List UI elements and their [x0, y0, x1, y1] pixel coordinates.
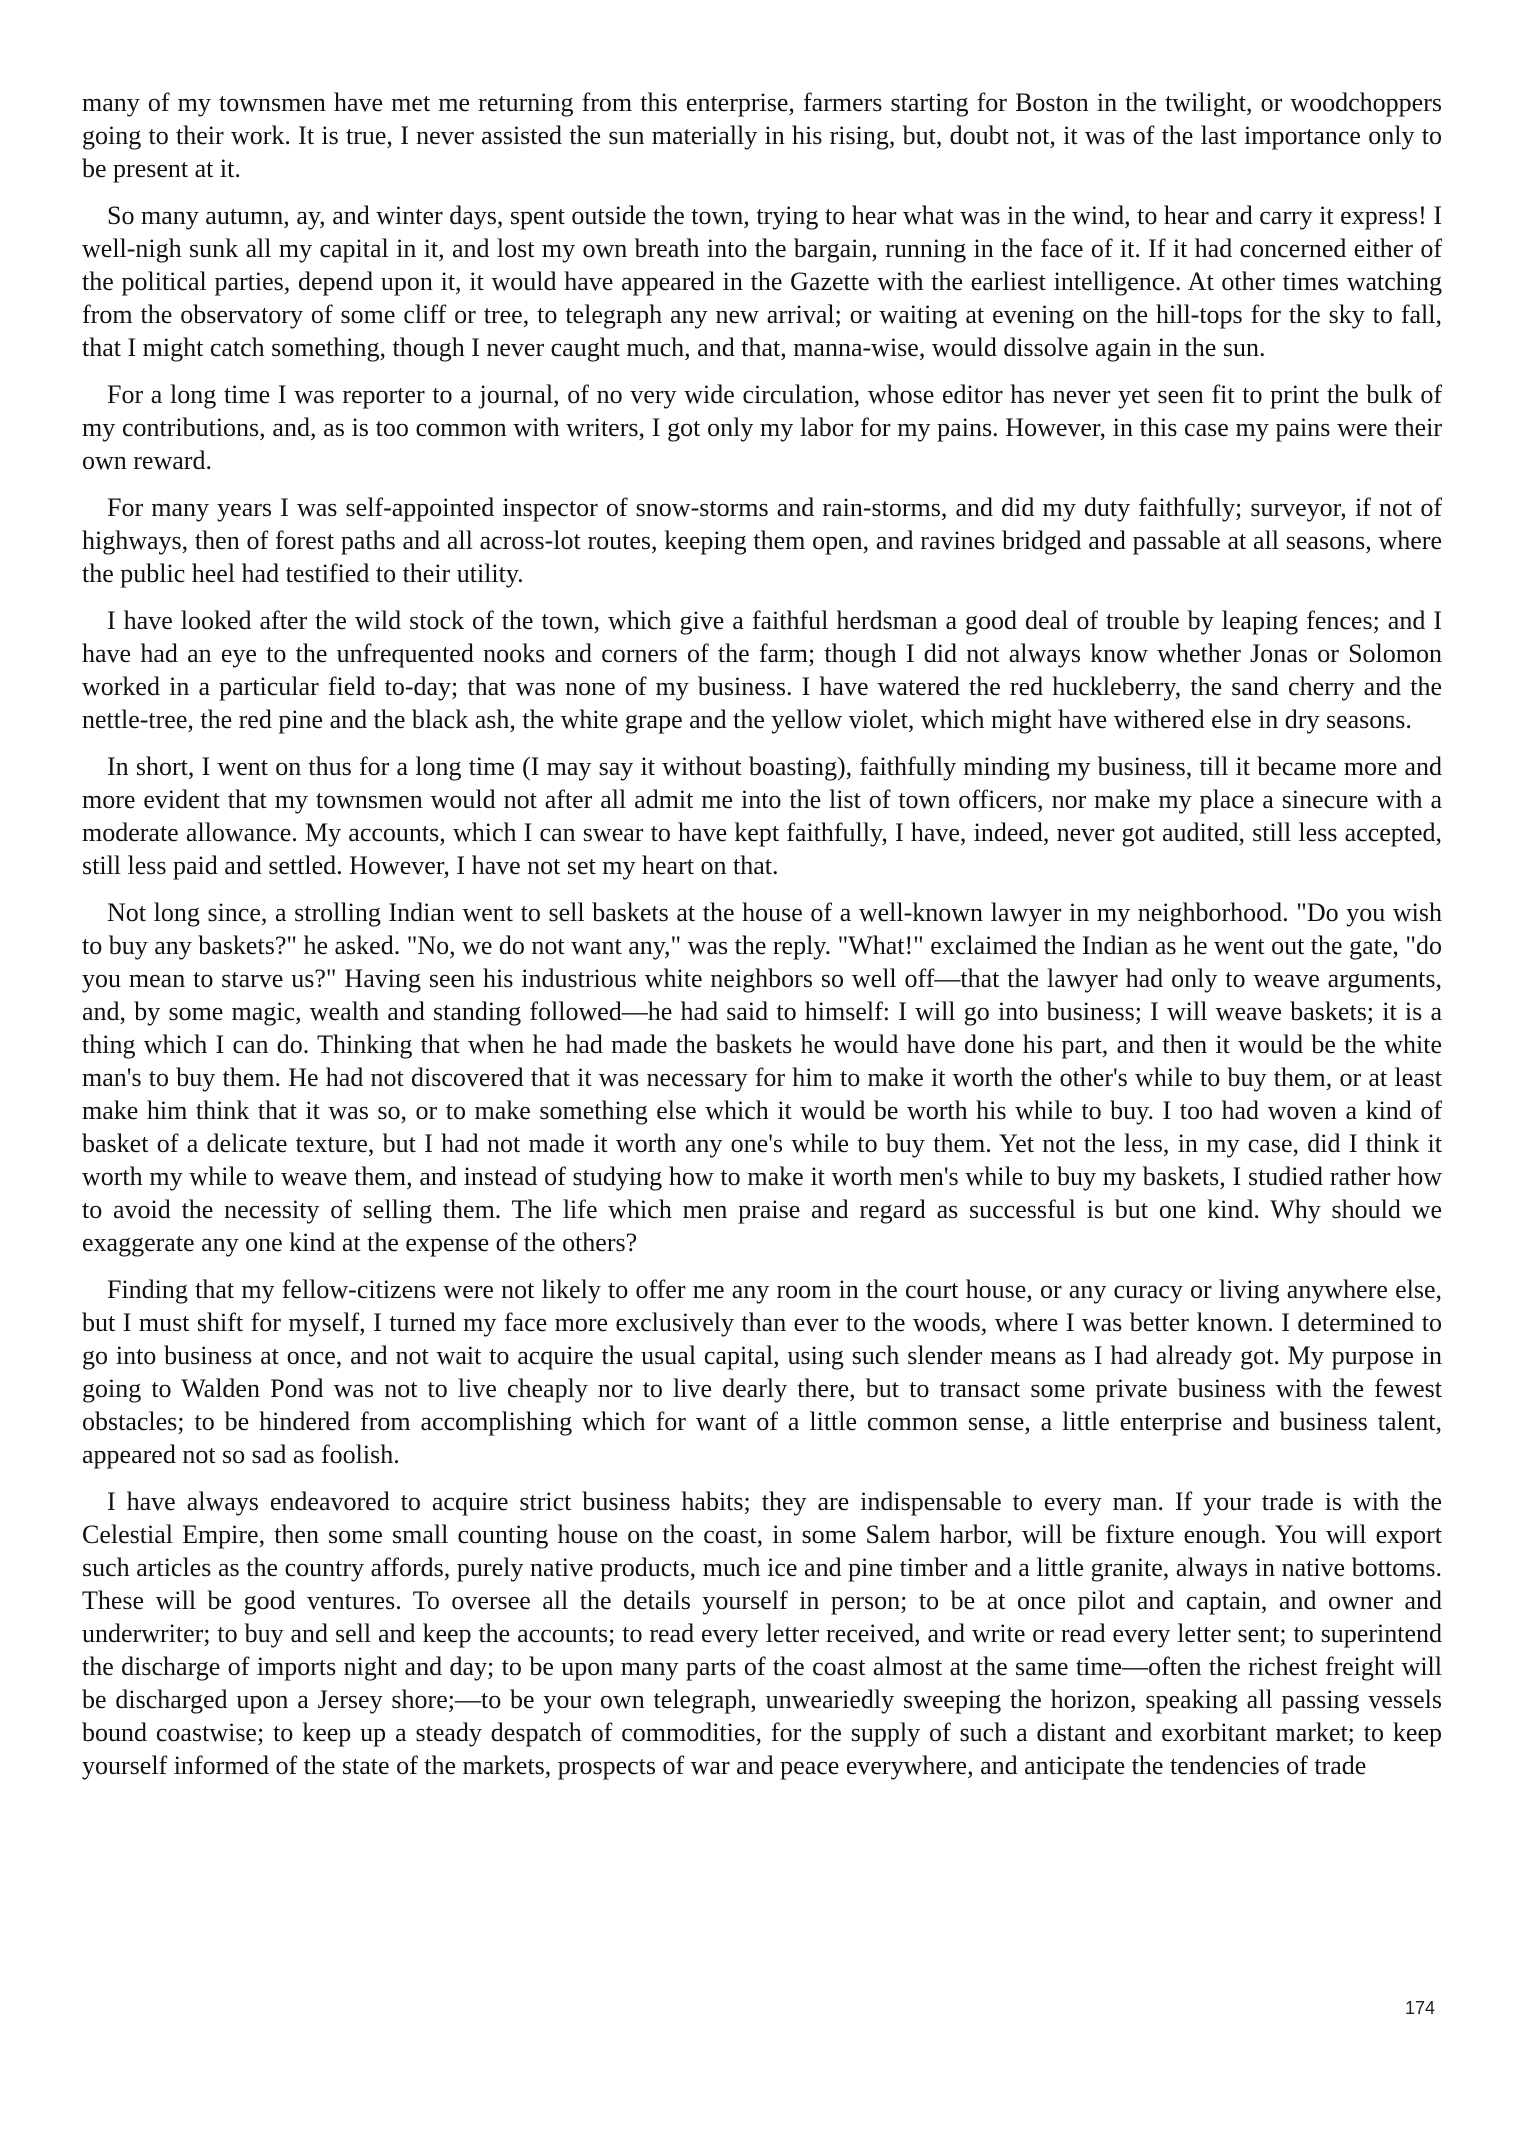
paragraph-4: For many years I was self-appointed inspector of snow-storms and rain-storms, and did my duty faithfully; surveyor, if not of highways, then of forest paths and all across-lot routes, keeping them open, and ravines bridged and passable at all seasons, where the public heel had testified to their utility. — [82, 493, 1442, 588]
paragraph-5: I have looked after the wild stock of the town, which give a faithful herdsman a good deal of trouble by leaping fences; and I have had an eye to the unfrequented nooks and corners of the farm; though I did not always know whether Jonas or Solomon worked in a particular field to-day; that was none of my business. I have watered the red huckleberry, the sand cherry and the nettle-tree, the red pine and the black ash, the white grape and the yellow violet, which might have withered else in dry seasons. — [82, 606, 1442, 734]
paragraph-3: For a long time I was reporter to a journal, of no very wide circulation, whose editor has never yet seen fit to print the bulk of my contributions, and, as is too common with writers, I got only my labor for my pains. However, in this case my pains were their own reward. — [82, 380, 1442, 475]
page-body — [82, 86, 1442, 1796]
page-number: 174 — [1404, 1998, 1435, 2018]
paragraph-6: In short, I went on thus for a long time (I may say it without boasting), faithfully minding my business, till it became more and more evident that my townsmen would not after all admit me into the list of town officers, nor make my place a sinecure with a moderate allowance. My accounts, which I can swear to have kept faithfully, I have, indeed, never got audited, still less accepted, still less paid and settled. However, I have not set my heart on that. — [82, 752, 1442, 880]
paragraph-8: Finding that my fellow-citizens were not likely to offer me any room in the court house, or any curacy or living anywhere else, but I must shift for myself, I turned my face more exclusively than ever to the woods, where I was better known. I determined to go into business at once, and not wait to acquire the usual capital, using such slender means as I had already got. My purpose in going to Walden Pond was not to live cheaply nor to live dearly there, but to transact some private business with the fewest obstacles; to be hindered from accomplishing which for want of a little common sense, a little enterprise and business talent, appeared not so sad as foolish. — [82, 1275, 1442, 1469]
paragraph-9: I have always endeavored to acquire strict business habits; they are indispensable to every man. If your trade is with the Celestial Empire, then some small counting house on the coast, in some Salem harbor, will be fixture enough. You will export such articles as the country affords, purely native products, much ice and pine timber and a little granite, always in native bottoms. These will be good ventures. To oversee all the details yourself in person; to be at once pilot and captain, and owner and underwriter; to buy and sell and keep the accounts; to read every letter received, and write or read every letter sent; to superintend the discharge of imports night and day; to be upon many parts of the coast almost at the same time—often the richest freight will be discharged upon a Jersey shore;—to be your own telegraph, unweariedly sweeping the horizon, speaking all passing vessels bound coastwise; to keep up a steady despatch of commodities, for the supply of such a distant and exorbitant market; to keep yourself informed of the state of the markets, prospects of war and peace everywhere, and anticipate the tendencies of trade — [82, 1487, 1442, 1780]
paragraph-7: Not long since, a strolling Indian went to sell baskets at the house of a well-known lawyer in my neighborhood. "Do you wish to buy any baskets?" he asked. "No, we do not want any," was the reply. "What!" exclaimed the Indian as he went out the gate, "do you mean to starve us?" Having seen his industrious white neighbors so well off—that the lawyer had only to weave arguments, and, by some magic, wealth and standing followed—he had said to himself: I will go into business; I will weave baskets; it is a thing which I can do. Thinking that when he had made the baskets he would have done his part, and then it would be the white man's to buy them. He had not discovered that it was necessary for him to make it worth the other's while to buy them, or at least make him think that it was so, or to make something else which it would be worth his while to buy. I too had woven a kind of basket of a delicate texture, but I had not made it worth any one's while to buy them. Yet not the less, in my case, did I think it worth my while to weave them, and instead of studying how to make it worth men's while to buy my baskets, I studied rather how to avoid the necessity of selling them. The life which men praise and regard as successful is but one kind. Why should we exaggerate any one kind at the expense of the others? — [82, 898, 1442, 1257]
paragraph-2: So many autumn, ay, and winter days, spent outside the town, trying to hear what was in the wind, to hear and carry it express! I well-nigh sunk all my capital in it, and lost my own breath into the bargain, running in the face of it. If it had concerned either of the political parties, depend upon it, it would have appeared in the Gazette with the earliest intelligence. At other times watching from the observatory of some cliff or tree, to telegraph any new arrival; or waiting at evening on the hill-tops for the sky to fall, that I might catch something, though I never caught much, and that, manna-wise, would dissolve again in the sun. — [82, 201, 1442, 362]
paragraph-1: many of my townsmen have met me returning from this enterprise, farmers starting for Boston in the twilight, or woodchoppers going to their work. It is true, I never assisted the sun materially in his rising, but, doubt not, it was of the last importance only to be present at it. — [82, 88, 1442, 183]
